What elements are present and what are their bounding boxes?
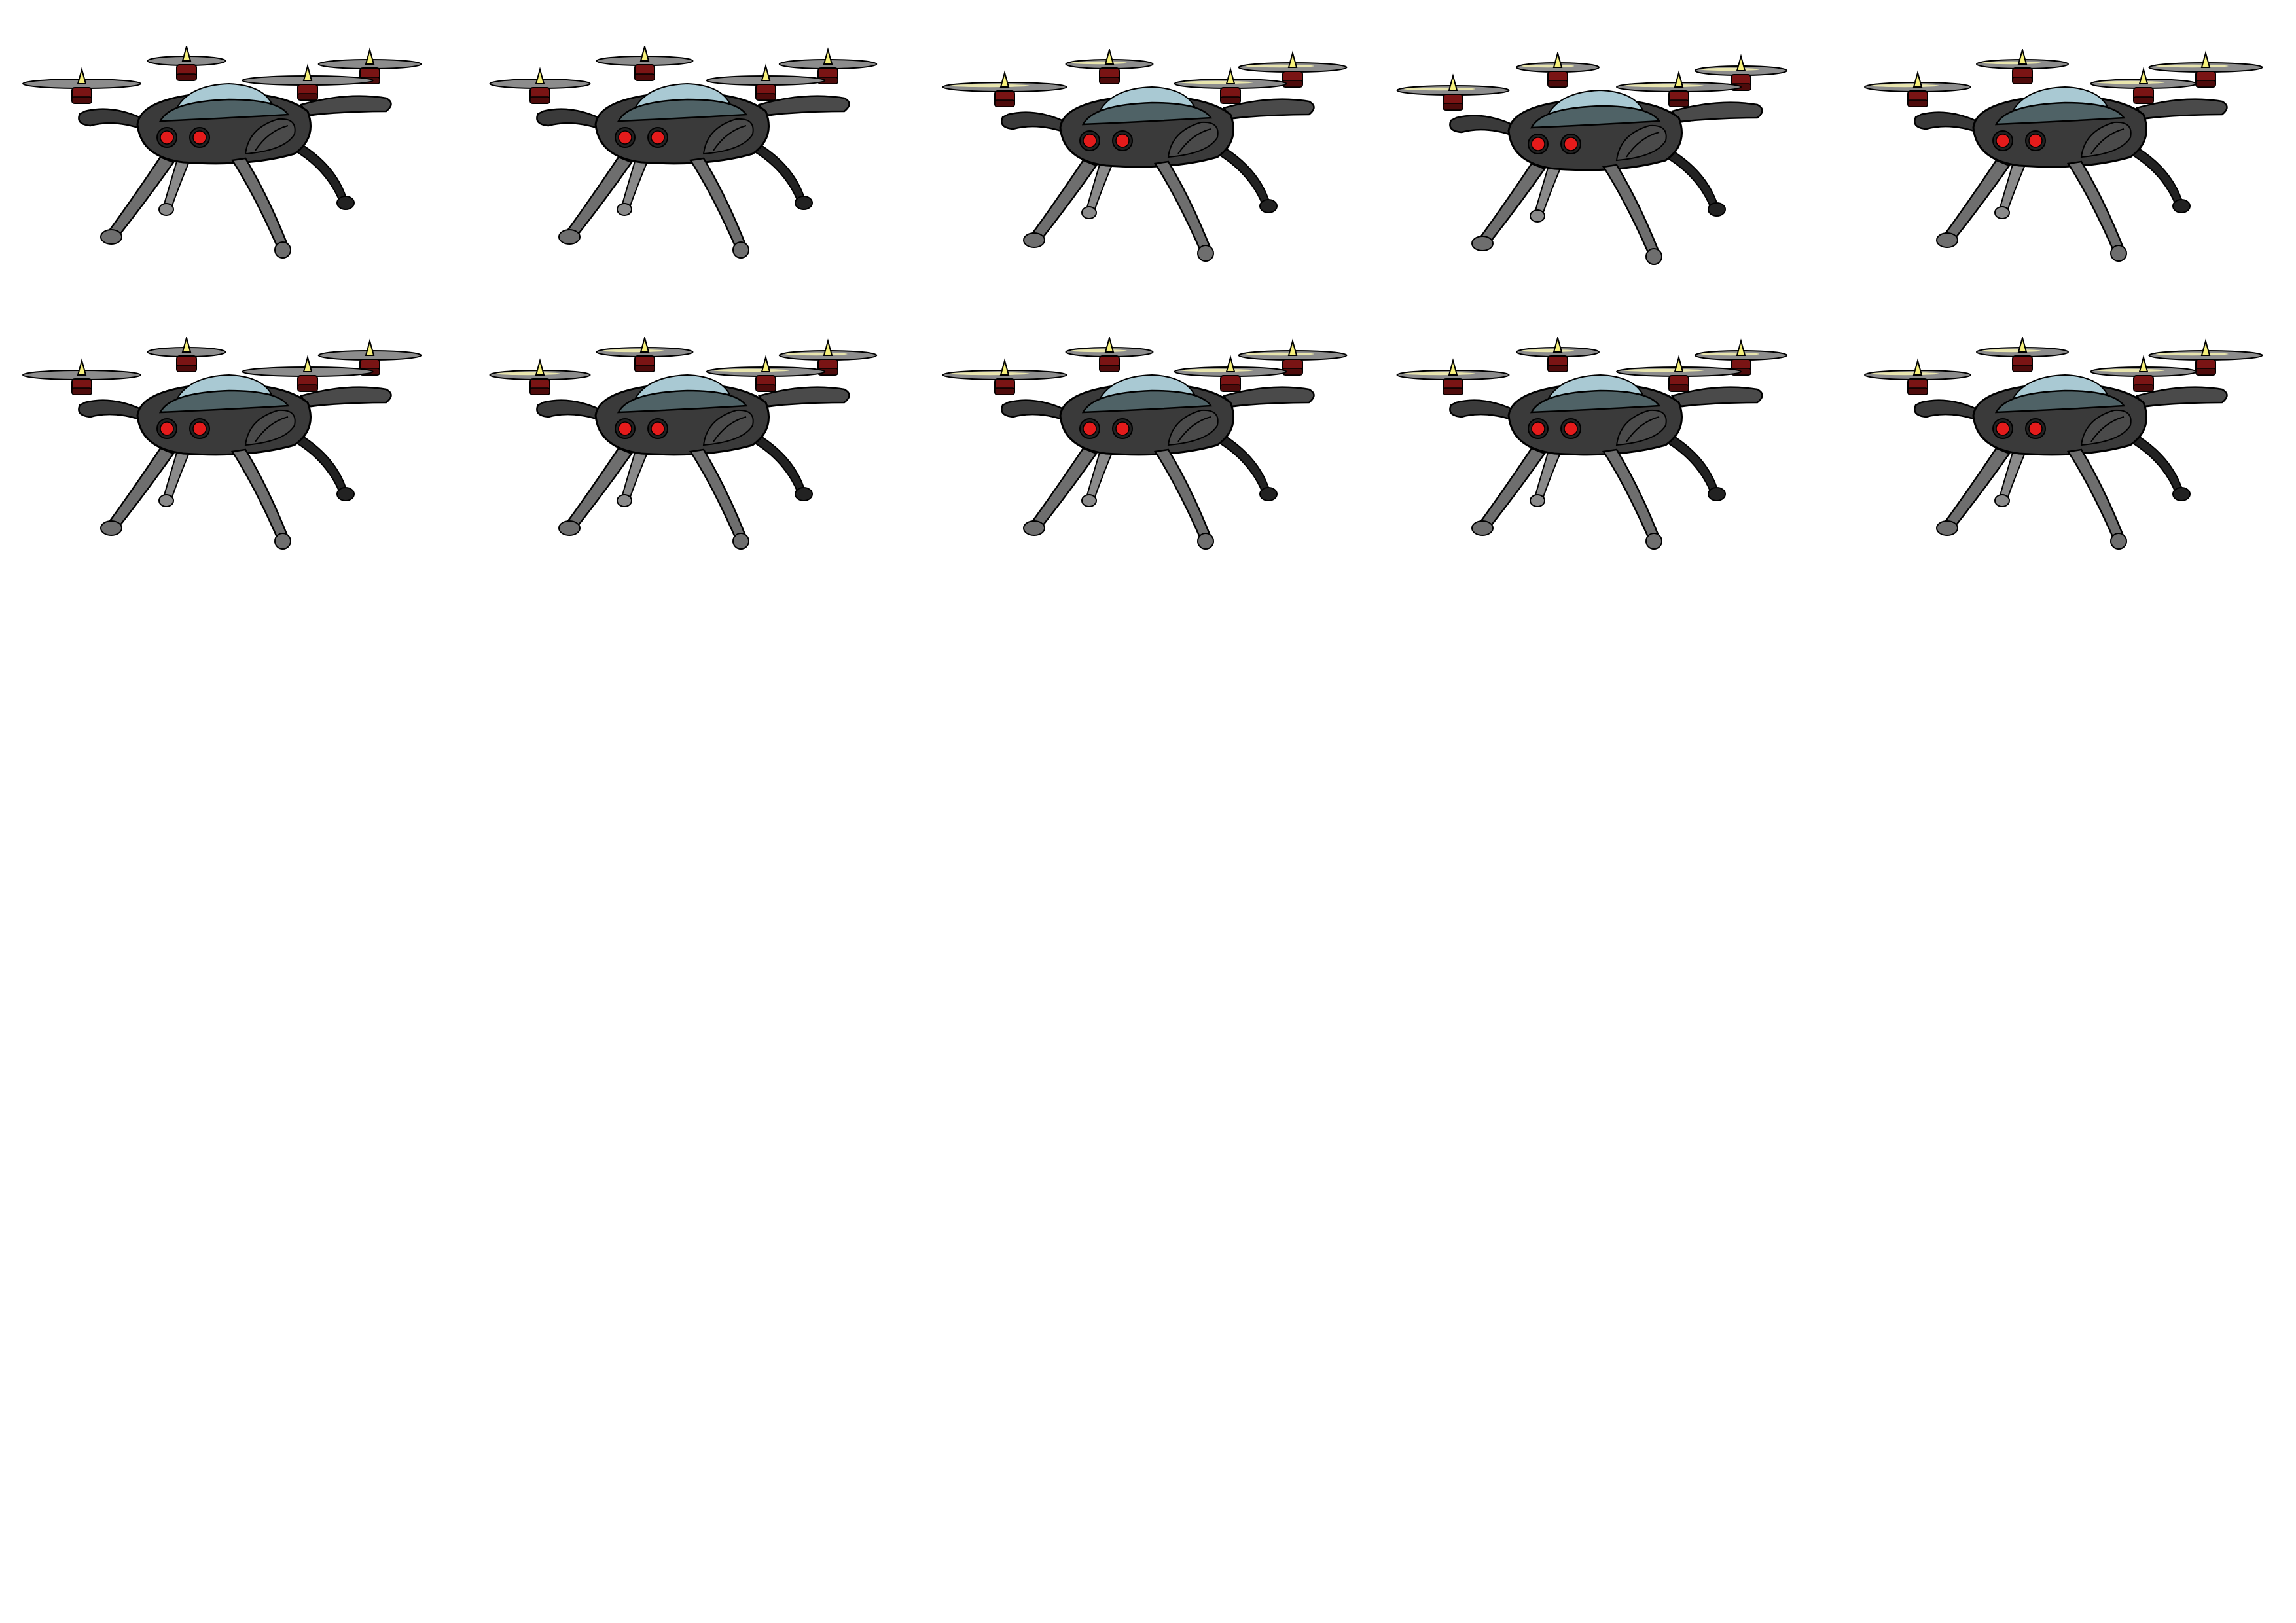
spinner-back-right <box>366 341 374 355</box>
motor-base-front-left <box>530 388 550 395</box>
motor-base-front-left <box>1443 103 1463 110</box>
foot-back-right <box>1708 203 1725 216</box>
motor-base-front-right <box>1221 97 1240 103</box>
foot-back-left <box>159 204 173 215</box>
arm-front-left <box>1914 113 1980 133</box>
spinner-back-left <box>183 46 190 61</box>
motor-base-front-right <box>1669 100 1689 107</box>
propeller-blur-back-left <box>602 349 664 352</box>
propeller-blur-back-left <box>1071 349 1126 352</box>
leg-back-right <box>1217 435 1270 494</box>
motor-base-front-left <box>995 388 1014 395</box>
propeller-blur-front-right <box>1624 369 1704 372</box>
leg-back-right <box>1217 147 1270 206</box>
drone <box>23 46 421 258</box>
spinner-back-left <box>641 46 649 61</box>
foot-back-right <box>2173 200 2190 213</box>
motor-base-front-right <box>756 385 776 391</box>
leg-front-left <box>1031 448 1096 528</box>
foot-back-left <box>1995 207 2009 219</box>
propeller-blur-back-left <box>1522 349 1575 352</box>
spinner-front-right <box>762 66 770 80</box>
drone <box>23 338 421 549</box>
light-2 <box>651 422 664 435</box>
spinner-front-right <box>1227 357 1234 372</box>
motor-base-front-left <box>530 97 550 103</box>
drone-sprite <box>942 49 1361 311</box>
light-2 <box>193 131 206 144</box>
propeller-blur-front-left <box>1404 88 1475 90</box>
motor-base-back-left <box>2013 365 2032 372</box>
spinner-back-right <box>366 50 374 64</box>
foot-front-left <box>101 521 122 535</box>
arm-front-left <box>1914 401 1980 421</box>
arm-front-left <box>79 401 144 421</box>
leg-front-right <box>2068 450 2124 540</box>
motor-base-back-left <box>1100 365 1119 372</box>
light-2 <box>1564 137 1577 151</box>
spinner-back-right <box>2202 341 2210 355</box>
spinner-front-left <box>78 361 86 375</box>
motor-base-back-left <box>177 365 196 372</box>
foot-back-left <box>1082 495 1096 507</box>
foot-front-left <box>1024 521 1045 535</box>
motor-base-front-right <box>298 385 317 391</box>
foot-back-left <box>159 495 173 507</box>
drone <box>490 46 877 258</box>
drone-frame-9 <box>1391 337 1810 599</box>
foot-front-left <box>559 230 580 244</box>
foot-front-right <box>733 533 749 549</box>
motor-base-back-left <box>177 74 196 80</box>
foot-back-right <box>337 488 354 501</box>
spinner-front-right <box>304 357 312 372</box>
leg-front-left <box>1479 448 1545 528</box>
foot-front-right <box>2111 533 2126 549</box>
leg-front-right <box>691 158 746 249</box>
foot-front-right <box>1646 533 1662 549</box>
propeller-blur-front-right <box>1624 84 1704 87</box>
foot-front-right <box>1198 245 1213 261</box>
leg-back-right <box>753 435 805 494</box>
leg-front-right <box>232 158 288 249</box>
drone-sprite <box>20 46 439 308</box>
leg-back-right <box>1666 435 1718 494</box>
foot-front-right <box>2111 245 2126 261</box>
motor-base-front-left <box>72 388 92 395</box>
drone-sprite <box>478 337 897 599</box>
motor-base-back-left <box>2013 77 2032 84</box>
spinner-front-left <box>1914 361 1922 375</box>
leg-back-right <box>2130 147 2183 206</box>
leg-front-right <box>232 450 288 540</box>
light-2 <box>1564 422 1577 435</box>
foot-back-left <box>1082 207 1096 219</box>
light-2 <box>2029 422 2042 435</box>
drone-frame-4 <box>1391 52 1810 314</box>
spinner-front-right <box>2140 357 2147 372</box>
light-1 <box>1532 137 1545 151</box>
motor-base-back-left <box>1548 365 1568 372</box>
motor-base-front-left <box>1443 388 1463 395</box>
foot-back-right <box>1260 488 1277 501</box>
drone-frame-8 <box>942 337 1361 599</box>
foot-front-left <box>1024 233 1045 247</box>
motor-base-back-left <box>1548 80 1568 87</box>
leg-back-right <box>1666 151 1718 209</box>
spinner-front-right <box>1227 69 1234 84</box>
propeller-blur-back-right <box>2156 353 2229 355</box>
propeller-blur-front-right <box>2097 369 2164 372</box>
light-2 <box>651 131 664 144</box>
spinner-front-left <box>1449 361 1457 375</box>
spinner-back-right <box>1737 341 1745 355</box>
leg-back-right <box>753 144 805 203</box>
arm-front-left <box>1001 401 1067 421</box>
leg-front-right <box>2068 162 2124 252</box>
drone <box>1397 338 1787 549</box>
propeller-blur-front-left <box>1404 372 1475 375</box>
light-1 <box>1083 134 1096 147</box>
motor-base-back-left <box>635 365 655 372</box>
leg-front-left <box>108 448 173 528</box>
leg-front-left <box>566 157 632 237</box>
foot-back-left <box>1530 210 1545 222</box>
propeller-blur-back-left <box>1071 62 1126 64</box>
spinner-front-right <box>1675 73 1683 87</box>
spinner-back-right <box>1737 56 1745 71</box>
spinner-back-left <box>1105 338 1113 352</box>
spinner-front-right <box>304 66 312 80</box>
spinner-back-right <box>1289 53 1297 67</box>
propeller-blur-back-right <box>785 353 848 355</box>
propeller-blur-back-left <box>1522 65 1575 67</box>
propeller-blur-front-left <box>1871 84 1939 87</box>
propeller-blur-front-right <box>1181 369 1253 372</box>
leg-front-left <box>1944 160 2009 240</box>
arm-front-left <box>1450 401 1515 421</box>
spinner-back-left <box>2018 50 2026 64</box>
leg-front-left <box>1944 448 2009 528</box>
spinner-front-right <box>2140 69 2147 84</box>
spinner-front-left <box>1914 73 1922 87</box>
leg-front-right <box>1604 450 1659 540</box>
drone-frame-5 <box>1856 49 2274 311</box>
propeller-blur-front-right <box>714 369 790 372</box>
motor-base-front-left <box>72 97 92 103</box>
foot-front-right <box>1646 249 1662 264</box>
leg-front-right <box>1155 162 1211 252</box>
foot-back-right <box>795 196 812 209</box>
spinner-back-left <box>2018 338 2026 352</box>
foot-front-left <box>1937 521 1958 535</box>
foot-back-left <box>1995 495 2009 507</box>
light-1 <box>160 131 173 144</box>
foot-back-left <box>1530 495 1545 507</box>
propeller-blur-front-left <box>950 372 1030 375</box>
motor-base-front-right <box>2134 385 2153 391</box>
spinner-front-left <box>536 69 544 84</box>
drone-frame-2 <box>478 46 897 308</box>
spinner-back-left <box>1554 338 1562 352</box>
drone <box>1397 53 1787 264</box>
spinner-front-right <box>762 357 770 372</box>
drone-sprite <box>1856 49 2274 311</box>
leg-front-left <box>1479 164 1545 243</box>
spinner-back-right <box>824 341 832 355</box>
propeller-blur-front-left <box>950 84 1030 87</box>
drone-sprite <box>1391 52 1810 314</box>
leg-front-right <box>1604 165 1659 255</box>
spinner-front-left <box>1001 73 1009 87</box>
foot-back-left <box>617 495 632 507</box>
propeller-blur-back-right <box>1245 65 1314 67</box>
spinner-back-right <box>2202 53 2210 67</box>
spinner-front-left <box>78 69 86 84</box>
leg-back-right <box>295 435 347 494</box>
foot-back-right <box>1260 200 1277 213</box>
motor-base-front-left <box>1908 100 1928 107</box>
propeller-blur-front-right <box>2097 81 2164 84</box>
propeller-blur-back-right <box>1245 353 1314 355</box>
foot-back-right <box>337 196 354 209</box>
leg-front-left <box>1031 160 1096 240</box>
foot-front-left <box>559 521 580 535</box>
drone <box>1865 338 2263 549</box>
drone-sprite <box>478 46 897 308</box>
propeller-blur-front-left <box>496 372 560 375</box>
light-2 <box>1116 422 1129 435</box>
spinner-back-left <box>183 338 190 352</box>
foot-back-right <box>795 488 812 501</box>
light-1 <box>1083 422 1096 435</box>
arm-front-left <box>537 401 602 421</box>
foot-front-right <box>1198 533 1213 549</box>
leg-front-right <box>1155 450 1211 540</box>
drone-sprite <box>20 337 439 599</box>
drone <box>943 50 1347 261</box>
propeller-blur-back-left <box>1982 62 2041 64</box>
light-1 <box>619 131 632 144</box>
drone <box>1865 50 2263 261</box>
light-1 <box>160 422 173 435</box>
leg-front-left <box>566 448 632 528</box>
foot-back-right <box>2173 488 2190 501</box>
spinner-front-left <box>1449 76 1457 90</box>
light-1 <box>619 422 632 435</box>
motor-base-back-left <box>1100 77 1119 84</box>
leg-back-right <box>2130 435 2183 494</box>
light-1 <box>1532 422 1545 435</box>
motor-base-front-right <box>756 94 776 100</box>
leg-front-left <box>108 157 173 237</box>
propeller-blur-front-right <box>1181 81 1253 84</box>
spinner-front-right <box>1675 357 1683 372</box>
drone-frame-7 <box>478 337 897 599</box>
foot-front-right <box>275 242 291 258</box>
arm-front-left <box>1450 116 1515 136</box>
spinner-back-right <box>1289 341 1297 355</box>
motor-base-back-right <box>2196 80 2215 87</box>
motor-base-front-right <box>2134 97 2153 103</box>
propeller-blur-back-left <box>1982 349 2041 352</box>
foot-front-right <box>733 242 749 258</box>
light-1 <box>1996 134 2009 147</box>
light-2 <box>1116 134 1129 147</box>
foot-front-left <box>101 230 122 244</box>
motor-base-front-left <box>1908 388 1928 395</box>
propeller-blur-back-right <box>1700 68 1759 71</box>
spinner-back-left <box>641 338 649 352</box>
propeller-blur-back-right <box>2156 65 2229 67</box>
foot-front-left <box>1472 236 1493 251</box>
foot-front-left <box>1937 233 1958 247</box>
drone <box>490 338 877 549</box>
spinner-back-left <box>1554 53 1562 67</box>
arm-front-left <box>1001 113 1067 133</box>
arm-front-left <box>79 109 144 130</box>
leg-back-right <box>295 144 347 203</box>
motor-base-back-right <box>2196 368 2215 375</box>
motor-base-front-right <box>298 94 317 100</box>
spinner-front-left <box>1001 361 1009 375</box>
light-2 <box>193 422 206 435</box>
propeller-blur-front-left <box>1871 372 1939 375</box>
drone-sprite <box>942 337 1361 599</box>
spinner-back-left <box>1105 50 1113 64</box>
spinner-back-right <box>824 50 832 64</box>
foot-front-left <box>1472 521 1493 535</box>
motor-base-front-left <box>995 100 1014 107</box>
drone-sprite <box>1391 337 1810 599</box>
drone-frame-6 <box>20 337 439 599</box>
motor-base-back-left <box>635 74 655 80</box>
foot-back-left <box>617 204 632 215</box>
light-2 <box>2029 134 2042 147</box>
light-1 <box>1996 422 2009 435</box>
drone <box>943 338 1347 549</box>
foot-front-right <box>275 533 291 549</box>
drone-frame-1 <box>20 46 439 308</box>
propeller-blur-back-right <box>1700 353 1759 355</box>
drone-frame-10 <box>1856 337 2274 599</box>
drone-frame-3 <box>942 49 1361 311</box>
motor-base-front-right <box>1669 385 1689 391</box>
spinner-front-left <box>536 361 544 375</box>
motor-base-front-right <box>1221 385 1240 391</box>
foot-back-right <box>1708 488 1725 501</box>
leg-front-right <box>691 450 746 540</box>
arm-front-left <box>537 109 602 130</box>
drone-sprite <box>1856 337 2274 599</box>
